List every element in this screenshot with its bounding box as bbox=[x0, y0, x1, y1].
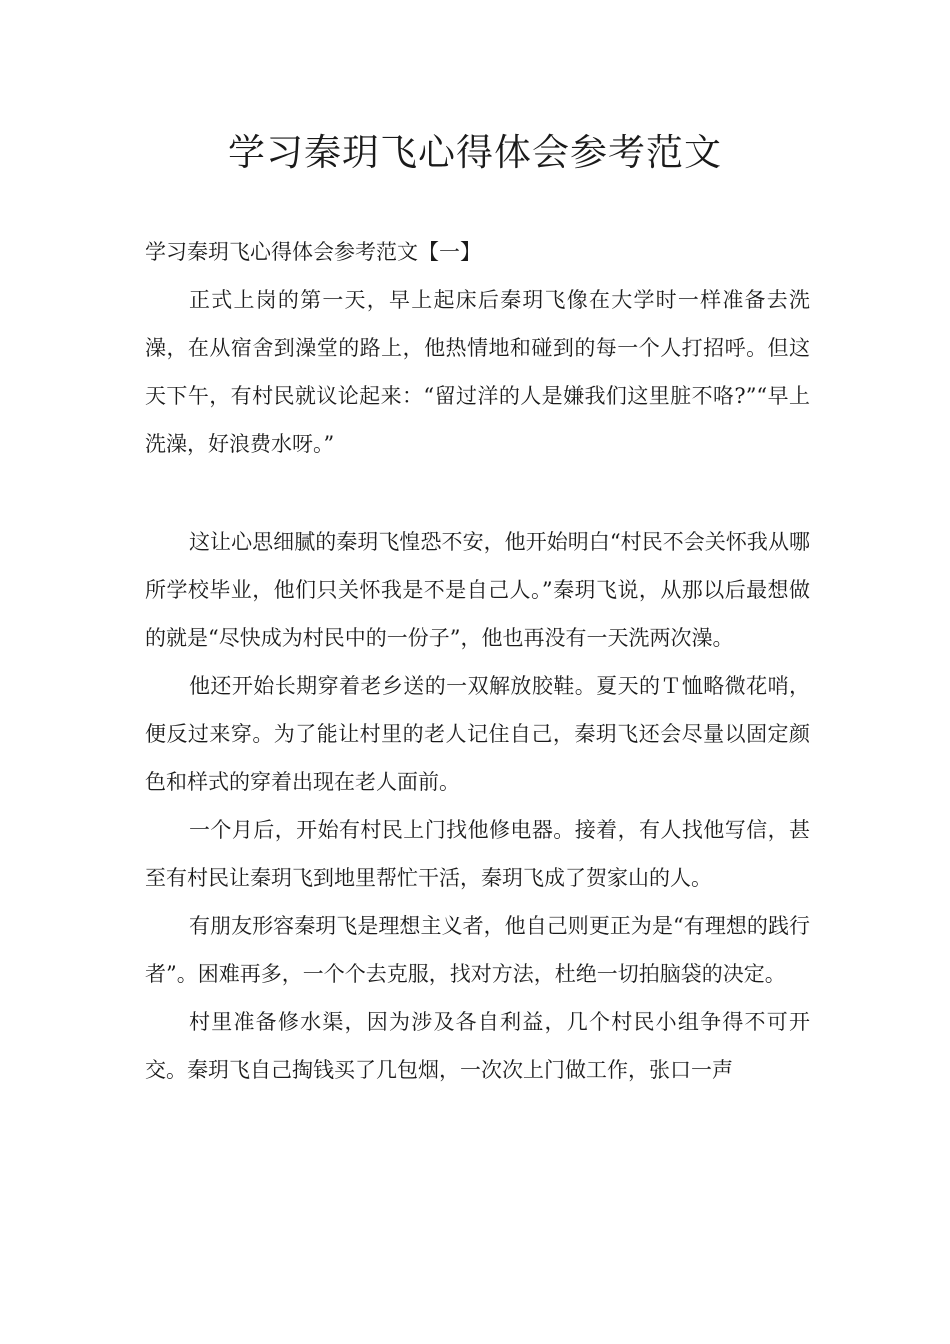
paragraph-5: 有朋友形容秦玥飞是理想主义者，他自己则更正为是“有理想的践行者”。困难再多，一个个去克服，找对方法，杜绝一切拍脑袋的决定。 bbox=[145, 914, 810, 986]
paragraph-6: 村里准备修水渠，因为涉及各自利益，几个村民小组争得不可开交。秦玥飞自己掏钱买了几包烟，一次次上门做工作，张口一声 bbox=[145, 1010, 810, 1082]
paragraph-4: 一个月后，开始有村民上门找他修电器。接着，有人找他写信，甚至有村民让秦玥飞到地里帮忙干活，秦玥飞成了贺家山的人。 bbox=[145, 818, 810, 890]
paragraph-2: 这让心思细腻的秦玥飞惶恐不安，他开始明白“村民不会关怀我从哪所学校毕业，他们只关怀我是不是自己人。”秦玥飞说，从那以后最想做的就是“尽快成为村民中的一份子”，他也再没有一天洗两次澡。 bbox=[145, 530, 810, 650]
document-body bbox=[145, 228, 810, 1094]
document-title: 学习秦玥飞心得体会参考范文 bbox=[228, 131, 722, 174]
paragraph-1: 正式上岗的第一天，早上起床后秦玥飞像在大学时一样准备去洗澡，在从宿舍到澡堂的路上，他热情地和碰到的每一个人打招呼。但这天下午，有村民就议论起来：“留过洋的人是嫌我们这里脏不咯?”“早上洗澡，好浪费水呀。” bbox=[145, 288, 810, 456]
paragraph-gap bbox=[145, 468, 810, 518]
section-heading: 学习秦玥飞心得体会参考范文【一】 bbox=[145, 240, 481, 264]
paragraph-3: 他还开始长期穿着老乡送的一双解放胶鞋。夏天的Ｔ恤略微花哨，便反过来穿。为了能让村里的老人记住自己，秦玥飞还会尽量以固定颜色和样式的穿着出现在老人面前。 bbox=[145, 674, 810, 794]
